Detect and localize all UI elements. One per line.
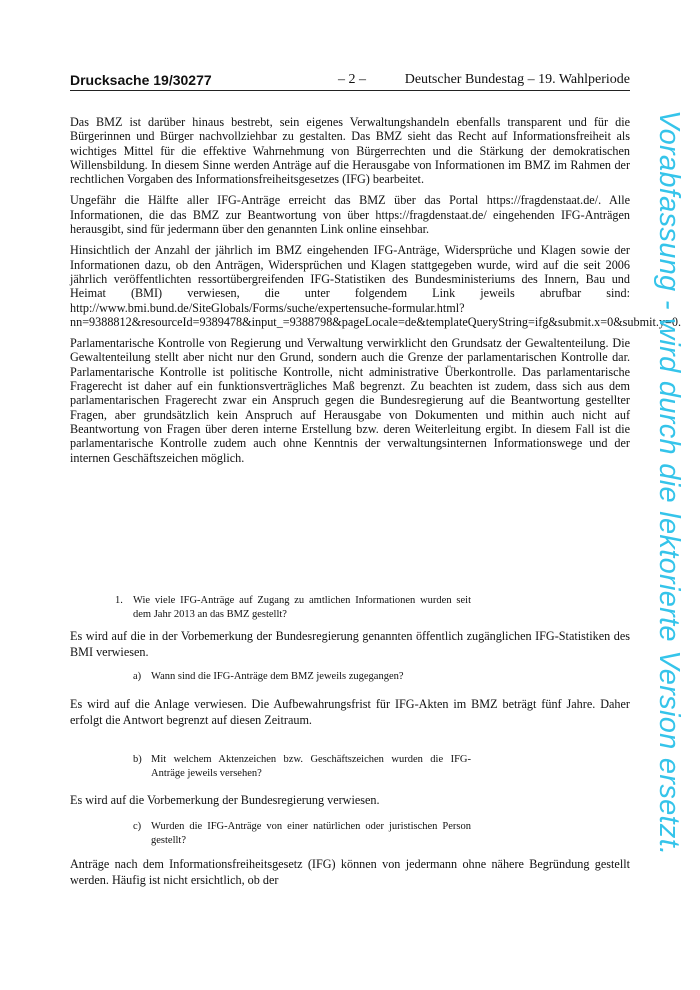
preamble-paragraph: Das BMZ ist darüber hinaus bestrebt, sein eigenes Verwaltungshandeln ebenfalls transparent und für die Bürgerinnen und Bürger nachvollziehbar zu gestalten. Das BMZ sieht das Recht auf Informationsfreiheit als wichtiges Mittel für die effektive Wahrnehmung von Bürgerrechten und die Stärkung der demokratischen Willensbildung. In diesem Sinne werden Anträge auf die Herausgabe von Informationen im BMZ im Rahmen der rechtlichen Vorgaben des Informationsfreiheitsgesetzes (IFG) bearbeitet. — [70, 115, 630, 187]
question-c: c) Wurden die IFG-Anträge von einer natürlichen oder juristischen Person gestellt? — [133, 821, 471, 846]
question-b: b) Mit welchem Aktenzeichen bzw. Geschäftszeichen wurden die IFG-Anträge jeweils versehen? — [133, 754, 471, 779]
preamble — [70, 115, 682, 472]
preamble-paragraph: Ungefähr die Hälfte aller IFG-Anträge erreicht das BMZ über das Portal https://fragdenstaat.de/. Alle Informationen, die das BMZ zur Beantwortung von über https://fragdenstaat.de/ eingehenden IFG-Anträgen herausgibt, sind für jedermann über den genannten Link online einsehbar. — [70, 193, 630, 237]
draft-watermark: Vorabfassung - wird durch die lektorierte Version ersetzt. — [653, 110, 685, 856]
question-1: 1. Wie viele IFG-Anträge auf Zugang zu amtlichen Informationen wurden seit dem Jahr 2013 an das BMZ gestellt? — [115, 595, 471, 620]
parliament-term: Deutscher Bundestag – 19. Wahlperiode — [404, 72, 630, 87]
answer-1: Es wird auf die in der Vorbemerkung der Bundesregierung genannten öffentlich zugänglichen IFG-Statistiken des BMI verwiesen. — [70, 629, 630, 659]
answer-c: Anträge nach dem Informationsfreiheitsgesetz (IFG) können von jedermann ohne nähere Begründung gestellt werden. Häufig ist nicht ersichtlich, ob der — [70, 857, 630, 887]
answer-b: Es wird auf die Vorbemerkung der Bundesregierung verwiesen. — [70, 793, 380, 807]
page-number: – 2 – — [338, 72, 366, 87]
page-header — [70, 66, 630, 91]
document-number: Drucksache 19/30277 — [70, 72, 212, 88]
preamble-paragraph: Hinsichtlich der Anzahl der jährlich im BMZ eingehenden IFG-Anträge, Widersprüche und Klagen sowie der Informationen dazu, ob den Anträgen, Widersprüchen und Klagen stattgegeben wurde, wird auf die seit 2006 jährlich veröffentlichten ressortübergreifenden IFG-Statistiken des Bundesministeriums des Innern, Bau und Heimat (BMI) verwiesen, die unter folgendem Link jeweils abrufbar sind: http://www.bmi.bund.de/SiteGlobals/Forms/suche/expertensuche-formular.html?nn=9388812&resourceId=9389478&input_=9388798&pageLocale=de&templateQueryString=ifg&submit.x=0&submit.y=0. — [70, 243, 682, 329]
preamble-paragraph: Parlamentarische Kontrolle von Regierung und Verwaltung verwirklicht den Grundsatz der Gewaltenteilung. Die Gewaltenteilung stellt aber nicht nur den Grund, sondern auch die Grenze der parlamentarischen Kontrolle dar. Parlamentarische Kontrolle ist politische Kontrolle, nicht administrative Überkontrolle. Das parlamentarische Fragerecht ist daher auf ein funktionsverträgliches Maß begrenzt. Zu beachten ist zudem, dass sich aus dem parlamentarischen Fragerecht zwar ein Anspruch gegen die Bundesregierung auf die Beantwortung gestellter Fragen, aber grundsätzlich kein Anspruch auf Herausgabe von Dokumenten und mithin auch nicht auf Beantwortung von Fragen über deren interne Erstellung bzw. deren Weiterleitung ergibt. In diesem Fall ist die parlamentarische Kontrolle zudem auch ohne Kenntnis der verwaltungsinternen Informationswege und der internen Geschäftszeichen möglich. — [70, 336, 630, 465]
answer-a: Es wird auf die Anlage verwiesen. Die Aufbewahrungsfrist für IFG-Akten im BMZ beträgt fünf Jahre. Daher erfolgt die Antwort begrenzt auf diesen Zeitraum. — [70, 697, 630, 727]
question-a: a) Wann sind die IFG-Anträge dem BMZ jeweils zugegangen? — [133, 671, 404, 682]
